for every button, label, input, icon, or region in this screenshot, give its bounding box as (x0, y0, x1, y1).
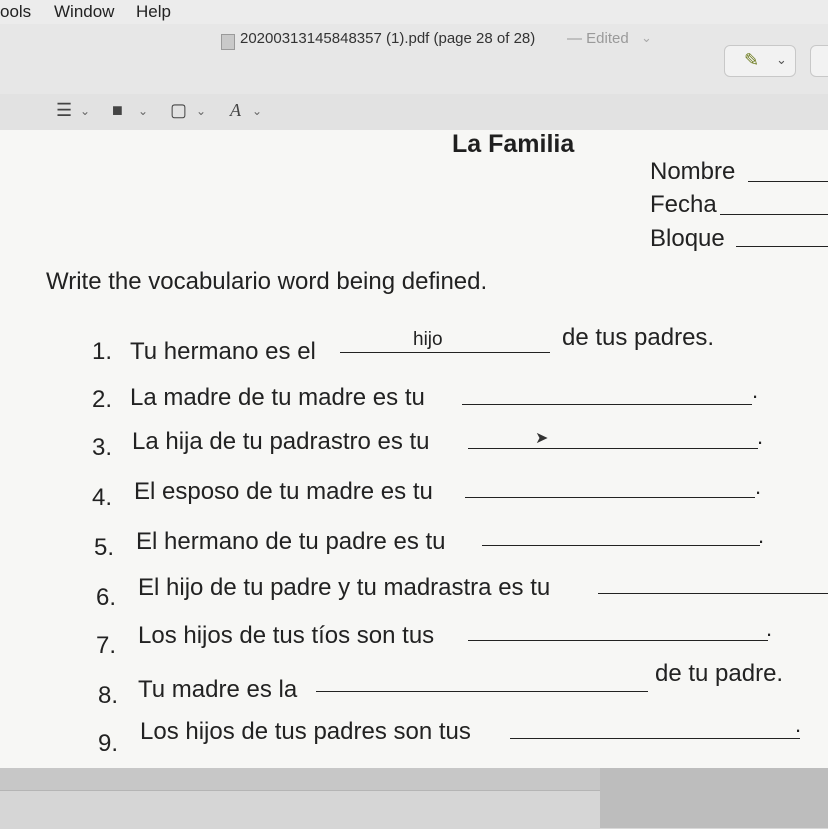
question-6-blank[interactable] (598, 593, 828, 594)
chevron-down-icon[interactable]: ⌄ (138, 104, 149, 118)
instructions: Write the vocabulario word being defined. (46, 268, 488, 295)
question-9-text: Los hijos de tus padres son tus (140, 718, 471, 745)
question-8-text: Tu madre es la (138, 676, 298, 703)
question-2-blank[interactable] (462, 404, 752, 405)
question-4-blank[interactable] (465, 497, 755, 498)
bloque-line (736, 246, 828, 247)
chevron-down-icon[interactable]: ⌄ (196, 104, 207, 118)
border-icon[interactable]: ▢ (170, 100, 188, 120)
box-icon[interactable]: ■ (112, 100, 123, 120)
question-4-text: El esposo de tu madre es tu (134, 478, 433, 505)
question-5-text: El hermano de tu padre es tu (136, 528, 446, 555)
annotation-toolbar (0, 94, 828, 131)
question-1-after: de tus padres. (562, 324, 715, 351)
font-icon[interactable]: A (230, 100, 241, 120)
question-7-text: Los hijos de tus tíos son tus (138, 622, 435, 649)
chevron-down-icon[interactable]: ⌄ (776, 52, 787, 67)
question-7-after: . (766, 616, 773, 641)
question-5-blank[interactable] (482, 545, 760, 546)
fecha-line (720, 214, 828, 215)
menu-window[interactable]: Window (54, 2, 115, 21)
worksheet-title: La Familia (452, 130, 575, 158)
question-6-text: El hijo de tu padre y tu madrastra es tu (138, 574, 551, 601)
bloque-label: Bloque (650, 225, 725, 252)
question-3-blank[interactable] (468, 448, 758, 449)
question-1-blank[interactable] (340, 352, 550, 353)
edited-label[interactable]: — Edited (567, 30, 629, 47)
pdf-doc-icon (221, 34, 235, 50)
toolbar-right-button[interactable] (810, 45, 828, 77)
dock (600, 768, 828, 828)
chevron-down-icon[interactable]: ⌄ (80, 104, 91, 118)
question-9-blank[interactable] (510, 738, 800, 739)
question-6-number: 6. (96, 584, 117, 611)
question-8-blank[interactable] (316, 691, 648, 692)
question-1-answer: hijo (413, 329, 443, 350)
nombre-label: Nombre (650, 158, 736, 185)
question-2-text: La madre de tu madre es tu (130, 384, 425, 411)
lines-icon[interactable]: ☰ (56, 100, 73, 120)
question-3-after: . (757, 424, 764, 449)
question-3-text: La hija de tu padrastro es tu (132, 428, 430, 455)
menu-bar (0, 0, 828, 25)
question-5-after: . (758, 523, 765, 548)
question-1-text: Tu hermano es el (130, 338, 316, 365)
question-1-number: 1. (92, 338, 113, 365)
question-9-number: 9. (98, 730, 119, 757)
question-4-number: 4. (92, 484, 113, 511)
question-2-after: . (752, 378, 759, 403)
window-title: 20200313145848357 (1).pdf (page 28 of 28) (240, 30, 536, 47)
question-5-number: 5. (94, 534, 115, 561)
question-2-number: 2. (92, 386, 113, 413)
nombre-line (748, 181, 828, 182)
question-4-after: . (755, 474, 762, 499)
pen-icon[interactable]: ✎ (744, 50, 760, 70)
question-3-number: 3. (92, 434, 113, 461)
menu-tools[interactable]: ools (0, 2, 32, 21)
cursor-icon: ➤ (535, 430, 549, 447)
question-8-after: de tu padre. (655, 660, 784, 687)
question-9-after: . (795, 712, 802, 737)
dock-shelf (0, 790, 600, 829)
fecha-label: Fecha (650, 191, 717, 218)
question-8-number: 8. (98, 682, 119, 709)
chevron-down-icon[interactable]: ⌄ (252, 104, 263, 118)
menu-help[interactable]: Help (136, 2, 171, 21)
question-7-number: 7. (96, 632, 117, 659)
toolbar (0, 54, 828, 95)
question-7-blank[interactable] (468, 640, 768, 641)
chevron-down-icon[interactable]: ⌄ (641, 30, 652, 45)
